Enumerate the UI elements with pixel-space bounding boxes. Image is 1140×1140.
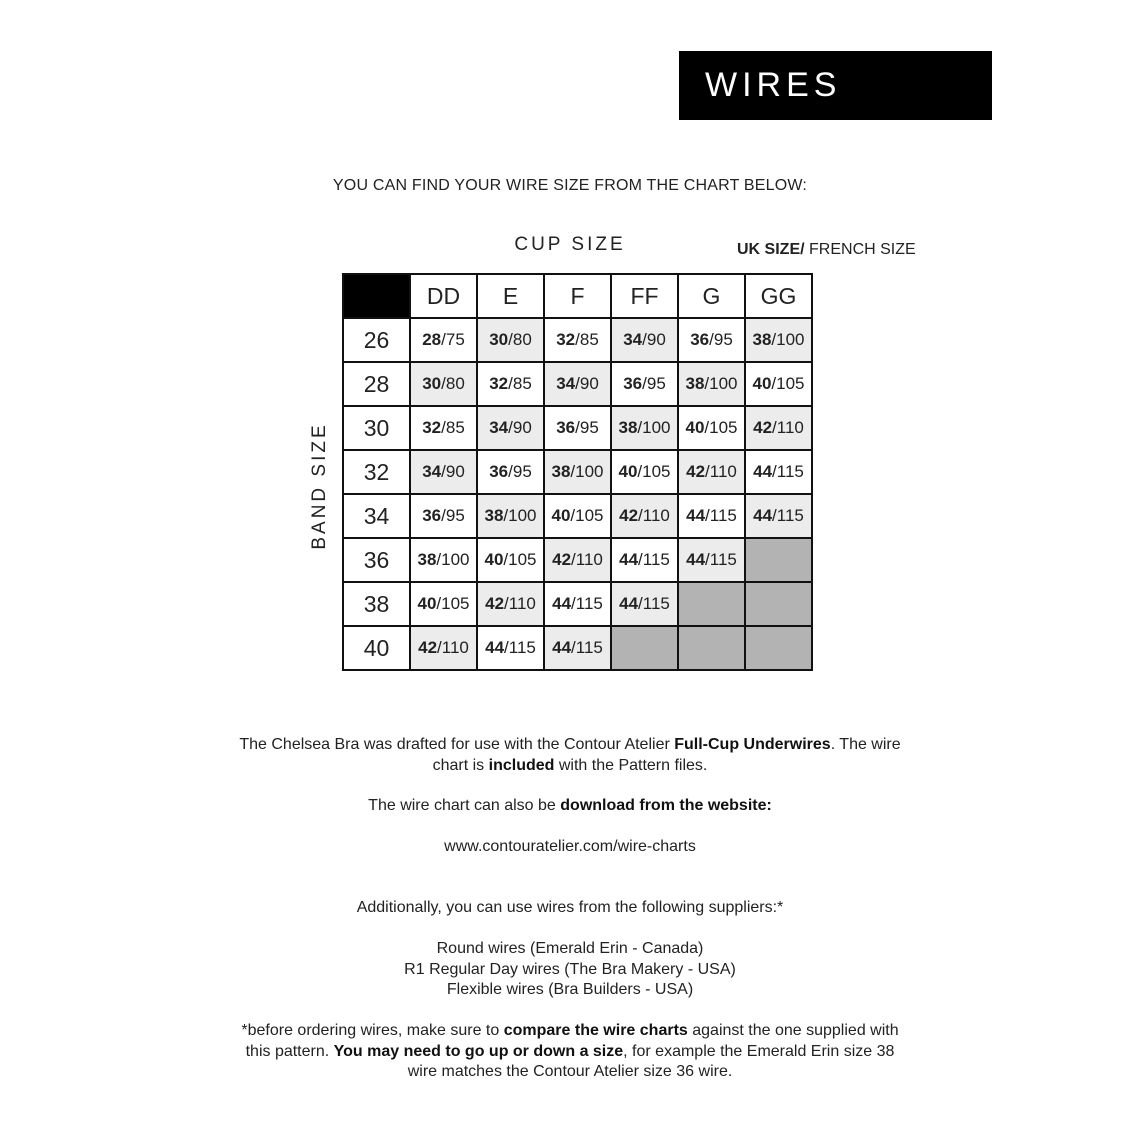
french-size: /90	[642, 330, 666, 349]
size-key-french: FRENCH SIZE	[804, 241, 916, 258]
wire-cell	[544, 450, 611, 494]
cup-header: FF	[611, 274, 678, 318]
french-size: /85	[508, 374, 532, 393]
wire-cell	[544, 626, 611, 670]
uk-size: 38	[551, 462, 571, 481]
french-size: /105	[704, 418, 738, 437]
uk-size: 40	[417, 594, 437, 613]
text-span: , for example the Emerald Erin size 38 wire matches the Contour Atelier size 36 wire.	[407, 1042, 895, 1080]
french-size: /80	[441, 374, 465, 393]
wire-cell	[611, 362, 678, 406]
empty-cell	[611, 626, 678, 670]
wire-cell	[544, 494, 611, 538]
band-header: 30	[343, 406, 410, 450]
cup-size-label: CUP SIZE	[514, 234, 626, 255]
uk-size: 32	[422, 418, 442, 437]
cup-header: F	[544, 274, 611, 318]
french-size: /110	[571, 550, 603, 569]
wire-cell	[477, 406, 544, 450]
empty-cell	[745, 538, 812, 582]
wire-cell	[611, 318, 678, 362]
uk-size: 42	[485, 594, 505, 613]
band-row	[343, 626, 812, 670]
uk-size: 36	[690, 330, 710, 349]
cup-header: DD	[410, 274, 477, 318]
uk-size: 40	[484, 550, 504, 569]
text-span: against the one supplied with this pattern.	[245, 1022, 899, 1060]
paragraph-download	[230, 796, 910, 817]
uk-size: 30	[489, 330, 509, 349]
uk-size: 42	[753, 418, 773, 437]
french-size: /115	[571, 638, 603, 657]
text-bold: You may need to go up or down a size	[333, 1042, 624, 1060]
uk-size: 34	[556, 374, 576, 393]
french-size: /115	[571, 594, 603, 613]
wire-cell	[477, 582, 544, 626]
french-size: /100	[436, 550, 470, 569]
wire-cell	[410, 538, 477, 582]
paragraph-suppliers: Additionally, you can use wires from the following suppliers:*	[356, 899, 784, 916]
wire-cell	[477, 450, 544, 494]
band-header: 34	[343, 494, 410, 538]
text-span: *before ordering wires, make sure to	[241, 1022, 504, 1039]
band-header: 32	[343, 450, 410, 494]
uk-size: 44	[619, 550, 639, 569]
uk-size: 34	[623, 330, 643, 349]
wire-cell	[477, 626, 544, 670]
paragraph-note	[230, 1021, 910, 1083]
uk-size: 40	[551, 506, 571, 525]
size-key-uk: UK SIZE/	[737, 241, 805, 258]
french-size: /95	[709, 330, 733, 349]
wire-cell	[410, 494, 477, 538]
wire-cell	[410, 318, 477, 362]
french-size: /110	[772, 418, 804, 437]
text-bold: compare the wire charts	[503, 1022, 688, 1039]
uk-size: 44	[552, 594, 572, 613]
wire-table-body	[343, 318, 812, 670]
uk-size: 34	[422, 462, 442, 481]
supplier-item: R1 Regular Day wires (The Bra Makery - USA)	[404, 960, 736, 978]
text-span: . The wire chart is	[432, 736, 901, 774]
uk-size: 44	[619, 594, 639, 613]
wire-cell	[410, 626, 477, 670]
uk-size: 42	[619, 506, 639, 525]
uk-size: 36	[623, 374, 643, 393]
size-key	[737, 241, 916, 259]
wire-cell	[745, 406, 812, 450]
band-row	[343, 362, 812, 406]
uk-size: 44	[552, 638, 572, 657]
band-size-label: BAND SIZE	[309, 422, 330, 550]
supplier-item: Flexible wires (Bra Builders - USA)	[446, 981, 694, 998]
french-size: /100	[771, 330, 805, 349]
website-url[interactable]: www.contouratelier.com/wire-charts	[444, 838, 696, 855]
wire-cell	[544, 406, 611, 450]
french-size: /100	[570, 462, 604, 481]
french-size: /75	[441, 330, 465, 349]
french-size: /80	[508, 330, 532, 349]
band-row	[343, 318, 812, 362]
paragraph-drafted	[230, 735, 910, 776]
wire-cell	[678, 318, 745, 362]
text-bold: download from the website:	[560, 797, 772, 814]
uk-size: 38	[484, 506, 504, 525]
french-size: /90	[441, 462, 465, 481]
french-size: /115	[504, 638, 536, 657]
french-size: /110	[705, 462, 737, 481]
french-size: /105	[570, 506, 604, 525]
wire-cell	[477, 318, 544, 362]
french-size: /85	[441, 418, 465, 437]
band-row	[343, 494, 812, 538]
empty-cell	[745, 626, 812, 670]
uk-size: 32	[489, 374, 509, 393]
text-bold: included	[488, 756, 555, 774]
text-span: The wire chart can also be	[368, 797, 561, 814]
text-bold: Full-Cup Underwires	[674, 736, 831, 753]
french-size: /95	[441, 506, 465, 525]
wire-cell	[678, 362, 745, 406]
wire-cell	[678, 450, 745, 494]
french-size: /110	[437, 638, 469, 657]
empty-cell	[745, 582, 812, 626]
french-size: /95	[575, 418, 599, 437]
french-size: /115	[638, 594, 670, 613]
text-span: with the Pattern files.	[554, 756, 708, 774]
wire-cell	[678, 538, 745, 582]
uk-size: 38	[417, 550, 437, 569]
uk-size: 36	[422, 506, 442, 525]
wire-cell	[477, 538, 544, 582]
uk-size: 40	[752, 374, 772, 393]
empty-cell	[678, 582, 745, 626]
uk-size: 38	[618, 418, 638, 437]
french-size: /115	[772, 506, 804, 525]
french-size: /100	[637, 418, 671, 437]
french-size: /110	[504, 594, 536, 613]
cup-header: G	[678, 274, 745, 318]
cup-header: GG	[745, 274, 812, 318]
text-span: The Chelsea Bra was drafted for use with the Contour Atelier	[239, 736, 675, 753]
uk-size: 42	[418, 638, 438, 657]
uk-size: 36	[489, 462, 509, 481]
french-size: /95	[508, 462, 532, 481]
uk-size: 40	[618, 462, 638, 481]
french-size: /100	[503, 506, 537, 525]
supplier-item: Round wires (Emerald Erin - Canada)	[436, 940, 704, 957]
uk-size: 42	[552, 550, 572, 569]
band-header: 38	[343, 582, 410, 626]
wire-cell	[477, 494, 544, 538]
uk-size: 38	[752, 330, 772, 349]
uk-size: 40	[685, 418, 705, 437]
page-title: WIRES	[679, 51, 992, 120]
wire-cell	[544, 362, 611, 406]
french-size: /115	[638, 550, 670, 569]
band-header: 40	[343, 626, 410, 670]
cup-header-row	[343, 274, 812, 318]
french-size: /95	[642, 374, 666, 393]
wire-cell	[410, 450, 477, 494]
uk-size: 30	[422, 374, 442, 393]
wire-cell	[611, 406, 678, 450]
uk-size: 32	[556, 330, 576, 349]
wire-cell	[678, 494, 745, 538]
uk-size: 44	[753, 506, 773, 525]
french-size: /105	[771, 374, 805, 393]
french-size: /115	[705, 506, 737, 525]
wire-cell	[745, 362, 812, 406]
french-size: /90	[575, 374, 599, 393]
wire-cell	[410, 582, 477, 626]
wire-cell	[611, 582, 678, 626]
uk-size: 44	[753, 462, 773, 481]
cup-header: E	[477, 274, 544, 318]
wire-cell	[745, 318, 812, 362]
french-size: /85	[575, 330, 599, 349]
band-row	[343, 450, 812, 494]
french-size: /100	[704, 374, 738, 393]
band-header: 28	[343, 362, 410, 406]
uk-size: 38	[685, 374, 705, 393]
wire-cell	[745, 494, 812, 538]
wire-cell	[611, 450, 678, 494]
band-row	[343, 406, 812, 450]
uk-size: 44	[686, 506, 706, 525]
uk-size: 28	[422, 330, 442, 349]
wire-size-table	[342, 273, 813, 671]
wire-cell	[544, 582, 611, 626]
band-header: 36	[343, 538, 410, 582]
french-size: /105	[637, 462, 671, 481]
wire-cell	[544, 538, 611, 582]
uk-size: 36	[556, 418, 576, 437]
french-size: /115	[705, 550, 737, 569]
wire-cell	[544, 318, 611, 362]
wire-cell	[611, 538, 678, 582]
uk-size: 34	[489, 418, 509, 437]
french-size: /90	[508, 418, 532, 437]
french-size: /105	[436, 594, 470, 613]
empty-cell	[678, 626, 745, 670]
band-header: 26	[343, 318, 410, 362]
uk-size: 42	[686, 462, 706, 481]
band-row	[343, 538, 812, 582]
french-size: /115	[772, 462, 804, 481]
french-size: /105	[503, 550, 537, 569]
table-corner	[343, 274, 410, 318]
uk-size: 44	[485, 638, 505, 657]
wire-cell	[410, 362, 477, 406]
wire-cell	[410, 406, 477, 450]
uk-size: 44	[686, 550, 706, 569]
wire-cell	[477, 362, 544, 406]
wire-cell	[611, 494, 678, 538]
wire-cell	[678, 406, 745, 450]
french-size: /110	[638, 506, 670, 525]
intro-text: YOU CAN FIND YOUR WIRE SIZE FROM THE CHART BELOW:	[332, 177, 808, 194]
band-row	[343, 582, 812, 626]
wire-cell	[745, 450, 812, 494]
